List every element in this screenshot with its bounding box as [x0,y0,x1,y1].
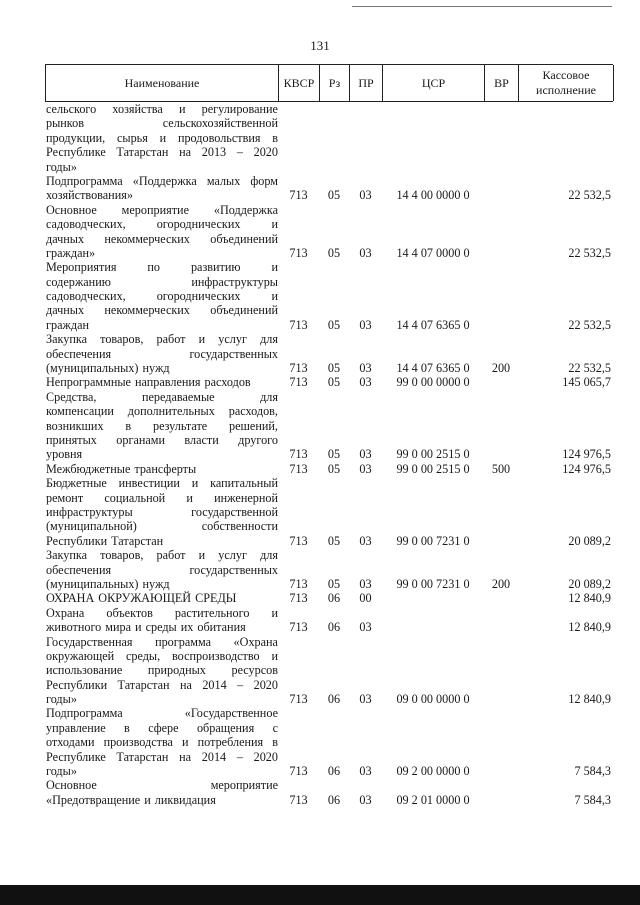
row-amount: 12 840,9 [568,620,611,635]
name-line: отходами производства и потребления в [46,735,278,750]
row-name [45,548,278,591]
row-name [45,390,278,462]
row-csr: 14 4 07 6365 0 [396,361,470,376]
row-vr [484,102,518,174]
row-amount: 22 532,5 [568,188,611,203]
row-pr: 03 [359,620,372,635]
row-vr [484,591,518,605]
name-line: управление в сфере обращения с [46,720,278,735]
row-csr: 14 4 00 0000 0 [396,188,470,203]
name-line: дачных некоммерческих объединений [46,231,278,246]
table-row [45,174,613,203]
table-row [45,778,613,807]
name-line: окружающей среды, воспроизводство и [46,648,278,663]
row-rz: 05 [327,576,341,591]
header-vr: ВР [485,65,519,101]
name-line: уровня [46,447,83,462]
table-row [45,102,613,174]
name-line: граждан» [46,245,96,260]
row-csr: 99 0 00 0000 0 [396,375,470,390]
row-vr: 200 [491,576,511,591]
row-name [45,332,278,375]
name-line: обеспечения государственных [46,346,278,361]
row-kvsr: 713 [289,188,308,203]
row-kvsr [278,102,319,174]
name-line: Закупка товаров, работ и услуг для [46,548,278,563]
name-line: Подпрограмма «Государственное [46,706,278,721]
name-line: возникших в результате решений, [46,418,278,433]
table-row [45,260,613,332]
name-line: Средства, передаваемые для [46,389,278,404]
header-pr: ПР [350,65,383,101]
row-vr [484,606,518,635]
table-header [45,64,613,102]
row-csr: 09 2 00 0000 0 [396,764,470,778]
name-line: Республике Татарстан на 2013 – 2020 [46,145,278,160]
name-line: (муниципальных) нужд [46,361,170,376]
row-name [45,606,278,635]
name-line: (муниципальных) нужд [46,576,170,591]
row-pr: 03 [359,361,372,376]
table-row [45,706,613,778]
row-rz: 06 [327,692,341,707]
row-pr: 03 [359,317,372,332]
row-kvsr: 713 [289,620,308,635]
row-csr [382,591,484,605]
name-line: (муниципальной) собственности [46,519,278,534]
row-rz [319,102,349,174]
name-line: продукции, сырья и продовольствия в [46,130,278,145]
row-rz: 06 [327,764,341,778]
row-amount: 22 532,5 [568,245,611,260]
row-pr: 03 [359,533,372,548]
name-line: годы» [46,692,77,707]
name-line: Республики Татарстан [46,533,164,548]
scan-bottom-bar [0,885,640,905]
row-pr: 03 [359,692,372,707]
table-row [45,548,613,591]
table-row [45,476,613,548]
row-csr: 99 0 00 7231 0 [396,533,470,548]
row-kvsr: 713 [289,792,308,807]
row-vr [484,203,518,261]
name-line: садоводческих, огороднических и [46,217,278,232]
row-kvsr: 713 [289,692,308,707]
row-amount: 20 089,2 [568,576,611,591]
row-rz: 05 [327,447,341,462]
row-csr: 99 0 00 7231 0 [396,576,470,591]
header-rz: Рз [320,65,350,101]
name-line: годы» [46,159,77,174]
name-line: инфраструктуры государственной [46,504,278,519]
row-csr: 99 0 00 2515 0 [396,461,470,476]
name-line: животного мира и среды их обитания [46,620,246,635]
row-rz: 06 [327,620,341,635]
row-name [45,102,278,174]
row-vr [484,778,518,807]
row-vr: 200 [491,361,511,376]
row-name [45,778,278,807]
row-amount: 145 065,7 [562,375,611,390]
row-vr [484,174,518,203]
row-pr: 00 [359,591,372,606]
table-row [45,390,613,462]
table-row [45,332,613,375]
name-line: хозяйствования» [46,188,133,203]
row-vr [484,390,518,462]
row-name [45,591,278,605]
name-line: годы» [46,764,77,779]
header-name: Наименование [46,65,279,101]
name-line: сельского хозяйства и регулирование [46,102,278,116]
row-rz: 05 [327,245,341,260]
row-pr: 03 [359,375,372,390]
row-rz: 05 [327,375,341,390]
header-amount: Кассовое исполнение [519,65,614,101]
row-rz: 05 [327,317,341,332]
name-line: Подпрограмма «Поддержка малых форм [46,173,278,188]
row-csr: 99 0 00 2515 0 [396,447,470,462]
name-line: Республики Татарстан на 2014 – 2020 [46,677,278,692]
row-name [45,174,278,203]
name-line: Непрограммные направления расходов [46,375,251,390]
row-rz: 06 [327,591,341,606]
table-row [45,635,613,707]
row-vr: 500 [491,461,511,476]
name-line: Закупка товаров, работ и услуг для [46,332,278,347]
row-rz: 06 [327,792,341,807]
name-line: садоводческих, огороднических и [46,289,278,304]
name-line: Охрана объектов растительного и [46,605,278,620]
row-kvsr: 713 [289,576,308,591]
name-line: обеспечения государственных [46,562,278,577]
name-line: компенсации дополнительных расходов, [46,404,278,419]
row-kvsr: 713 [289,533,308,548]
row-pr: 03 [359,576,372,591]
row-amount: 12 840,9 [568,591,611,606]
row-csr: 09 2 01 0000 0 [396,792,470,807]
name-line: использование природных ресурсов [46,663,278,678]
row-rz: 05 [327,461,341,476]
row-amount: 7 584,3 [574,792,611,807]
name-line: Основное мероприятие [46,778,278,793]
name-line: Мероприятия по развитию и [46,260,278,275]
table-row [45,591,613,605]
row-csr: 09 0 00 0000 0 [396,692,470,707]
row-csr [382,102,484,174]
row-vr [484,476,518,548]
row-name [45,260,278,332]
budget-table [45,64,613,807]
row-pr: 03 [359,792,372,807]
row-vr [484,635,518,707]
row-pr: 03 [359,447,372,462]
row-name [45,635,278,707]
name-line: принятых органами власти другого [46,433,278,447]
row-rz: 05 [327,533,341,548]
row-pr: 03 [359,461,372,476]
name-line: граждан [46,317,90,332]
row-amount [518,102,613,174]
table-row [45,606,613,635]
row-pr [349,102,382,174]
row-pr: 03 [359,764,372,778]
row-kvsr: 713 [289,447,308,462]
table-body [45,102,613,807]
row-kvsr: 713 [289,461,308,476]
row-csr: 14 4 07 6365 0 [396,317,470,332]
row-rz: 05 [327,188,341,203]
row-rz: 05 [327,361,341,376]
row-amount: 124 976,5 [562,447,611,462]
table-row [45,375,613,389]
row-kvsr: 713 [289,375,308,390]
table-row [45,462,613,476]
row-name [45,203,278,261]
row-kvsr: 713 [289,317,308,332]
header-kvsr: КВСР [279,65,320,101]
row-vr [484,260,518,332]
row-amount: 12 840,9 [568,692,611,707]
row-vr [484,375,518,389]
row-kvsr: 713 [289,764,308,778]
top-edge-line [352,6,612,7]
name-line: ремонт социальной и инженерной [46,490,278,505]
row-csr: 14 4 07 0000 0 [396,245,470,260]
name-line: дачных некоммерческих объединений [46,303,278,318]
row-name [45,375,278,389]
row-pr: 03 [359,245,372,260]
row-amount: 7 584,3 [574,764,611,778]
row-kvsr: 713 [289,361,308,376]
name-line: Бюджетные инвестиции и капитальный [46,476,278,491]
row-amount: 124 976,5 [562,461,611,476]
page-number: 131 [310,38,330,53]
row-amount: 22 532,5 [568,317,611,332]
name-line: Основное мероприятие «Поддержка [46,202,278,217]
name-line: рынков сельскохозяйственной [46,116,278,131]
row-amount: 20 089,2 [568,533,611,548]
name-line: Межбюджетные трансферты [46,461,197,476]
row-kvsr: 713 [289,591,308,606]
row-pr: 03 [359,188,372,203]
table-row [45,203,613,261]
name-line: Республике Татарстан на 2014 – 2020 [46,749,278,764]
name-line: содержанию инфраструктуры [46,274,278,289]
name-line: «Предотвращение и ликвидация [46,792,216,807]
name-line: ОХРАНА ОКРУЖАЮЩЕЙ СРЕДЫ [46,591,237,606]
row-name [45,706,278,778]
header-csr: ЦСР [383,65,485,101]
row-name [45,476,278,548]
name-line: Государственная программа «Охрана [46,634,278,649]
row-amount: 22 532,5 [568,361,611,376]
row-name [45,462,278,476]
row-kvsr: 713 [289,245,308,260]
row-vr [484,706,518,778]
row-csr [382,606,484,635]
